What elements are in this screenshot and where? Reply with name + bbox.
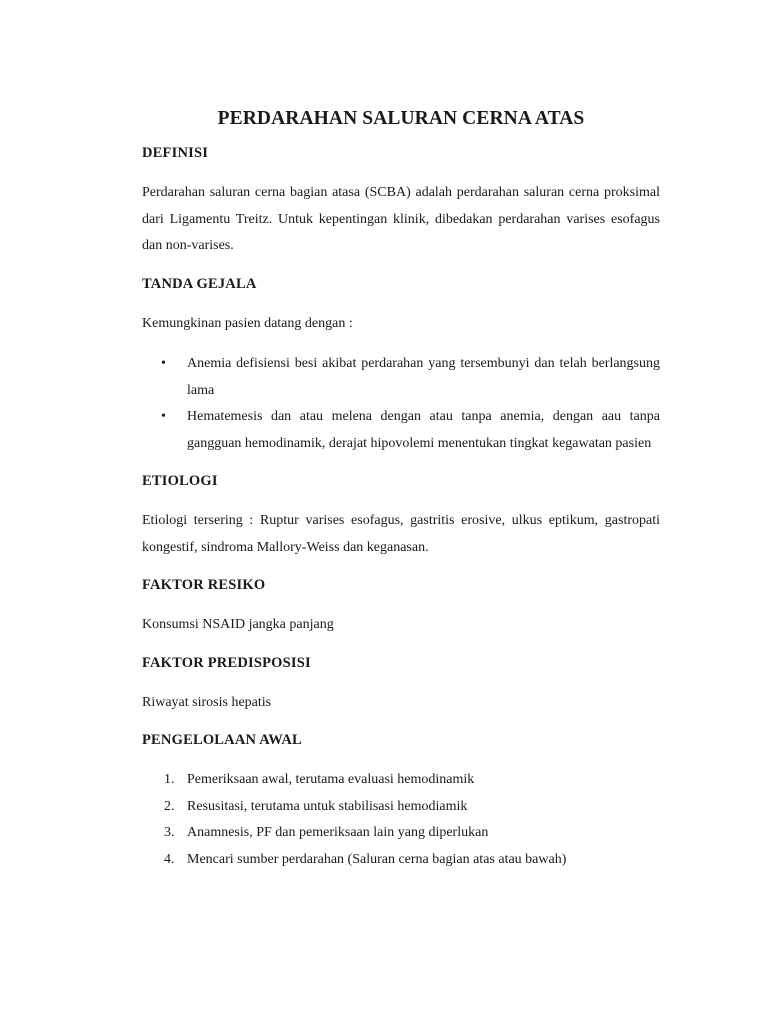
list-item xyxy=(142,820,660,847)
list-number: 3. xyxy=(164,825,175,840)
list-item xyxy=(142,767,660,794)
list-item-text: Resusitasi, terutama untuk stabilisasi hemodiamik xyxy=(187,798,468,814)
heading-faktor-resiko: FAKTOR RESIKO xyxy=(142,577,266,593)
bullet-icon: • xyxy=(161,409,166,424)
list-item xyxy=(142,847,660,874)
list-item xyxy=(142,794,660,821)
list-item-text: Hematemesis dan atau melena dengan atau tanpa anemia, dengan aau tanpa gangguan hemodinamik, derajat hipovolemi menentukan tingkat kegawatan pasien xyxy=(187,409,660,451)
list-item xyxy=(142,404,660,457)
tanda-gejala-intro: Kemungkinan pasien datang dengan : xyxy=(142,315,353,331)
list-item-text: Anamnesis, PF dan pemeriksaan lain yang diperlukan xyxy=(187,825,489,840)
bullet-icon: • xyxy=(161,356,166,371)
definisi-text: Perdarahan saluran cerna bagian atasa (SCBA) adalah perdarahan saluran cerna proksimal dari Ligamentu Treitz. Untuk kepentingan klinik, dibedakan perdarahan varises esofagus dan non-varises. xyxy=(142,185,660,253)
list-item-text: Anemia defisiensi besi akibat perdarahan yang tersembunyi dan telah berlangsung lama xyxy=(187,356,660,398)
heading-faktor-predisposisi: FAKTOR PREDISPOSISI xyxy=(142,654,311,671)
list-item xyxy=(142,351,660,404)
heading-pengelolaan-awal: PENGELOLAAN AWAL xyxy=(142,732,302,748)
tanda-gejala-list xyxy=(142,351,660,457)
heading-tanda-gejala: TANDA GEJALA xyxy=(142,275,257,292)
list-item-text: Mencari sumber perdarahan (Saluran cerna bagian atas atau bawah) xyxy=(187,851,567,867)
document-title: PERDARAHAN SALURAN CERNA ATAS xyxy=(217,108,585,129)
list-number: 1. xyxy=(164,772,175,787)
etiologi-text: Etiologi tersering : Ruptur varises esofagus, gastritis erosive, ulkus eptikum, gastropati kongestif, sindroma Mallory-Weiss dan keganasan. xyxy=(142,513,660,555)
pengelolaan-awal-list xyxy=(142,767,660,873)
list-number: 4. xyxy=(164,851,175,867)
list-item-text: Pemeriksaan awal, terutama evaluasi hemodinamik xyxy=(187,772,475,787)
faktor-predisposisi-text: Riwayat sirosis hepatis xyxy=(142,694,272,710)
list-number: 2. xyxy=(164,798,175,814)
heading-etiologi: ETIOLOGI xyxy=(142,473,218,489)
faktor-resiko-text: Konsumsi NSAID jangka panjang xyxy=(142,617,334,632)
heading-definisi: DEFINISI xyxy=(142,145,209,161)
